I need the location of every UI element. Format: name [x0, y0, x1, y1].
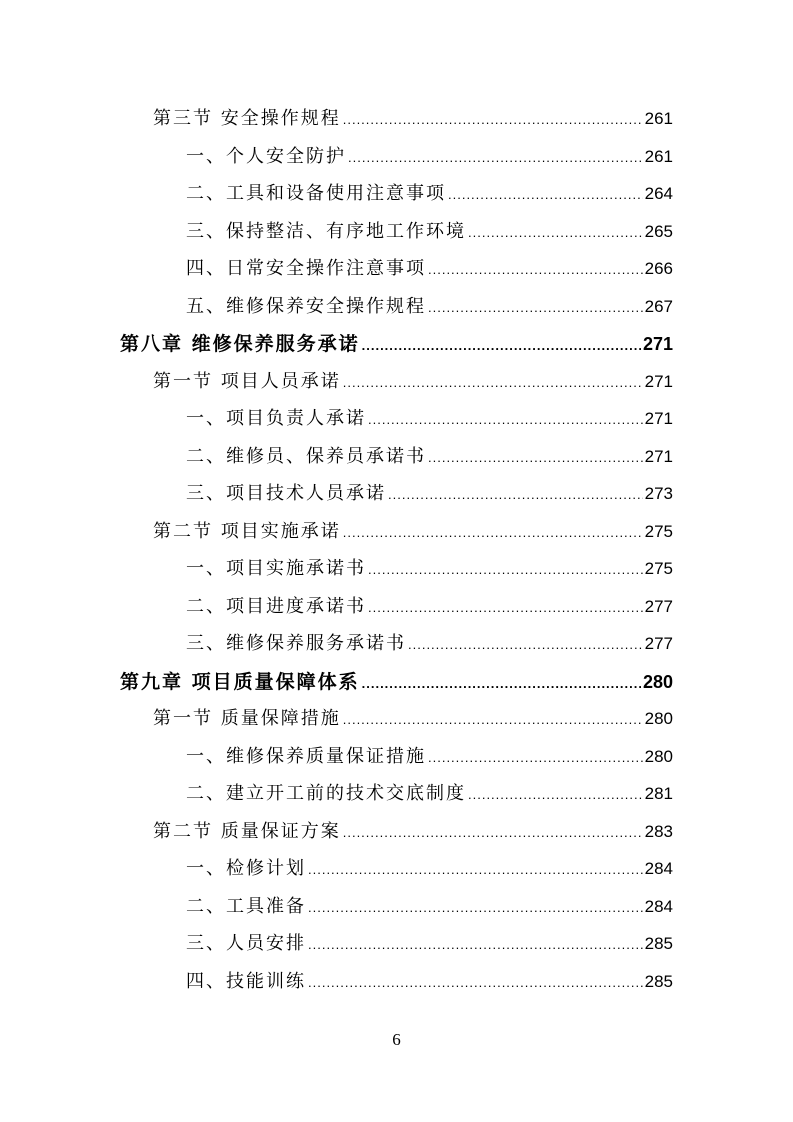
toc-entry[interactable] [186, 892, 673, 922]
toc-leader-dots [362, 669, 641, 699]
toc-entry-page: 285 [644, 971, 673, 991]
toc-entry-page: 280 [644, 746, 673, 766]
toc-entry-page: 275 [644, 521, 673, 541]
toc-leader-dots [368, 405, 643, 435]
toc-entry-page: 271 [644, 446, 673, 466]
toc-entry[interactable] [153, 104, 673, 134]
toc-entry-page: 284 [644, 859, 673, 878]
toc-leader-dots [468, 218, 643, 248]
toc-leader-dots [428, 255, 643, 285]
toc-leader-dots [388, 480, 643, 510]
page-number: 6 [392, 1030, 401, 1049]
toc-entry-page: 277 [644, 596, 673, 616]
toc-leader-dots [448, 180, 643, 210]
toc-entry-title: 四、技能训练 [186, 970, 306, 992]
toc-entry-title: 第一节 质量保障措施 [153, 708, 341, 729]
toc-leader-dots [428, 293, 643, 323]
toc-entry-page: 284 [644, 896, 673, 916]
toc-entry[interactable] [186, 929, 673, 959]
toc-entry-title: 二、项目进度承诺书 [186, 595, 366, 617]
toc-entry-title: 二、建立开工前的技术交底制度 [186, 783, 466, 804]
toc-entry-title: 三、保持整洁、有序地工作环境 [186, 220, 466, 242]
toc-entry-page: 271 [644, 409, 673, 428]
toc-entry-title: 五、维修保养安全操作规程 [186, 295, 426, 317]
toc-leader-dots [362, 331, 641, 361]
toc-leader-dots [408, 630, 643, 660]
toc-entry[interactable] [186, 404, 673, 434]
toc-leader-dots [343, 705, 643, 735]
toc-entry[interactable] [186, 217, 673, 247]
toc-entry[interactable] [186, 179, 673, 209]
toc-entry-page: 283 [644, 821, 673, 841]
toc-leader-dots [343, 105, 643, 135]
toc-entry[interactable] [186, 554, 673, 584]
toc-leader-dots [468, 780, 643, 810]
toc-entry-page: 280 [644, 709, 673, 728]
toc-entry-title: 第二节 项目实施承诺 [153, 520, 341, 542]
toc-entry-title: 三、项目技术人员承诺 [186, 483, 386, 504]
toc-entry-title: 第二节 质量保证方案 [153, 820, 341, 842]
toc-entry-title: 一、维修保养质量保证措施 [186, 745, 426, 767]
toc-entry-title: 第一节 项目人员承诺 [153, 370, 341, 392]
toc-leader-dots [368, 593, 643, 623]
toc-entry-title: 一、项目负责人承诺 [186, 408, 366, 429]
toc-entry[interactable] [186, 629, 673, 659]
toc-leader-dots [308, 893, 643, 923]
toc-entry-title: 二、维修员、保养员承诺书 [186, 445, 426, 467]
toc-entry-title: 二、工具准备 [186, 895, 306, 917]
toc-entry-page: 271 [642, 334, 673, 354]
toc-entry-title: 二、工具和设备使用注意事项 [186, 183, 446, 204]
toc-entry-title: 一、检修计划 [186, 858, 306, 879]
toc-entry-page: 275 [644, 559, 673, 578]
toc-entry-page: 261 [644, 146, 673, 166]
toc-entry-title: 一、个人安全防护 [186, 145, 346, 167]
toc-entry-page: 277 [644, 634, 673, 653]
toc-leader-dots [308, 968, 643, 998]
toc-entry[interactable] [186, 254, 673, 284]
toc-entry[interactable] [186, 742, 673, 772]
toc-entry[interactable] [186, 442, 673, 472]
toc-entry-page: 261 [644, 109, 673, 128]
toc-entry[interactable] [153, 517, 673, 547]
toc-leader-dots [368, 555, 643, 585]
toc-entry-page: 264 [644, 184, 673, 203]
toc-leader-dots [428, 443, 643, 473]
toc-entry[interactable] [153, 817, 673, 847]
toc-entry-title: 三、人员安排 [186, 933, 306, 954]
toc-entry-title: 四、日常安全操作注意事项 [186, 258, 426, 279]
toc-entry-page: 285 [644, 934, 673, 953]
toc-entry-page: 281 [644, 784, 673, 803]
toc-entry-title: 一、项目实施承诺书 [186, 558, 366, 579]
toc-entry-page: 267 [644, 296, 673, 316]
toc-entry[interactable] [186, 592, 673, 622]
toc-entry-title: 第三节 安全操作规程 [153, 108, 341, 129]
toc-entry[interactable] [186, 779, 673, 809]
toc-leader-dots [348, 143, 643, 173]
toc-chapter-entry[interactable] [120, 329, 673, 359]
toc-entry-page: 273 [644, 484, 673, 503]
toc-entry-page: 266 [644, 259, 673, 278]
toc-entry[interactable] [186, 292, 673, 322]
toc-leader-dots [343, 818, 643, 848]
toc-entry[interactable] [186, 142, 673, 172]
toc-entry[interactable] [186, 479, 673, 509]
toc-entry-page: 280 [642, 671, 673, 692]
toc-leader-dots [343, 518, 643, 548]
toc-entry-title: 三、维修保养服务承诺书 [186, 633, 406, 654]
toc-leader-dots [428, 743, 643, 773]
toc-leader-dots [343, 368, 643, 398]
toc-entry-title: 第九章 项目质量保障体系 [120, 670, 360, 693]
toc-leader-dots [308, 855, 643, 885]
toc-entry[interactable] [153, 704, 673, 734]
toc-leader-dots [308, 930, 643, 960]
toc-entry-page: 265 [644, 221, 673, 241]
toc-entry-page: 271 [644, 371, 673, 391]
toc-entry[interactable] [186, 967, 673, 997]
toc-entry-title: 第八章 维修保养服务承诺 [120, 333, 360, 355]
toc-entry[interactable] [153, 367, 673, 397]
toc-entry[interactable] [186, 854, 673, 884]
toc-chapter-entry[interactable] [120, 667, 673, 697]
